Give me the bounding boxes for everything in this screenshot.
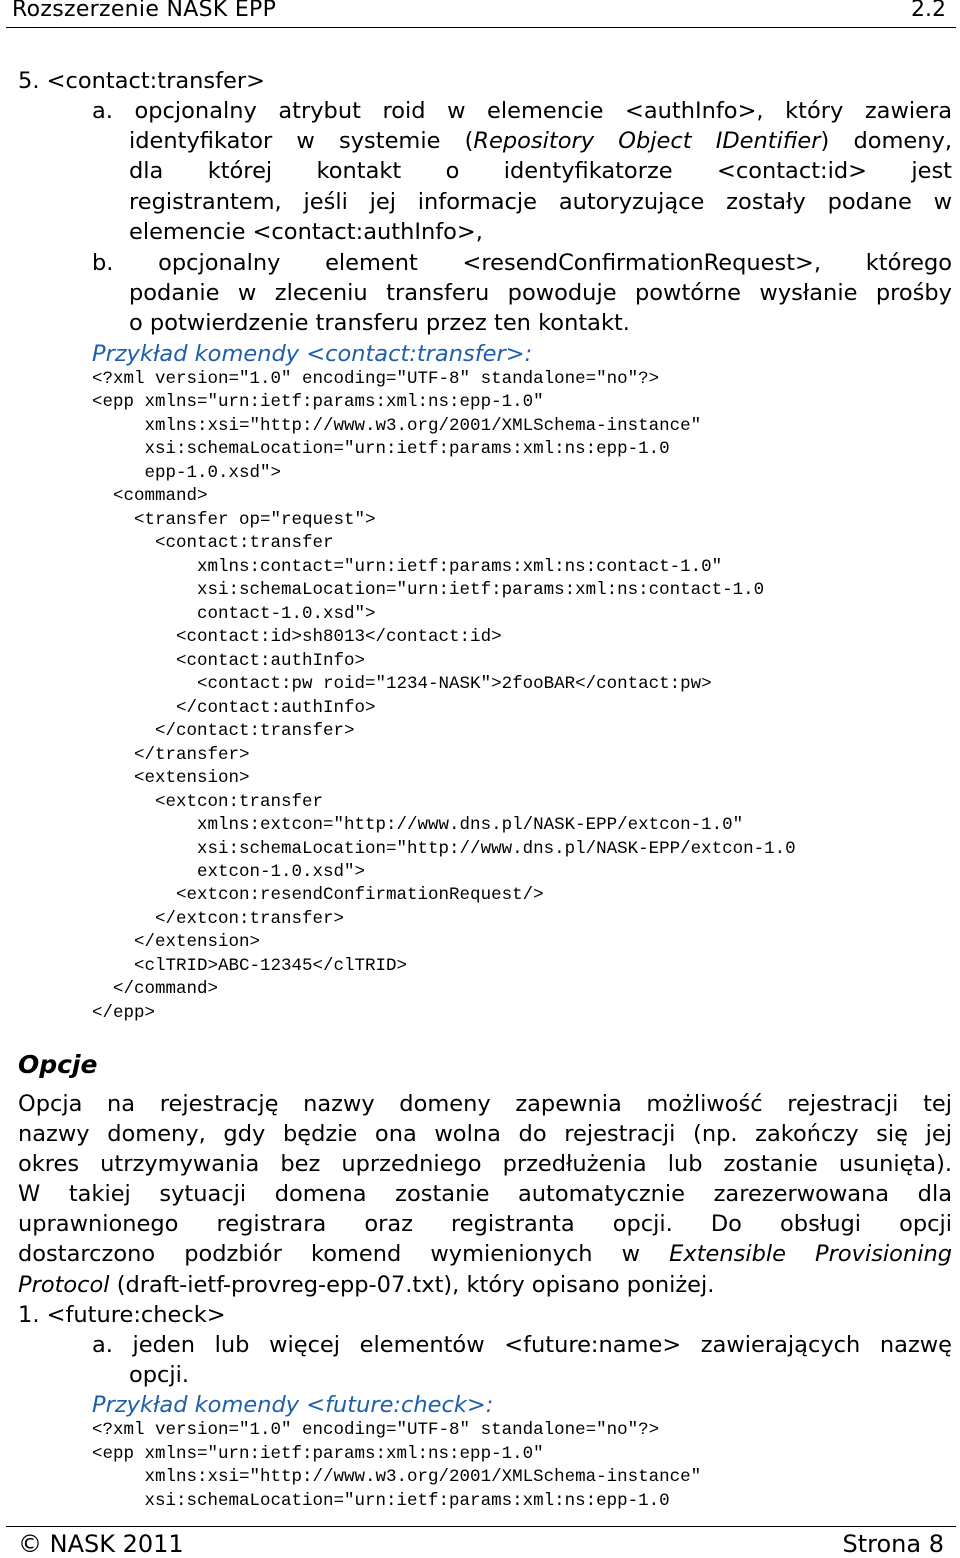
opcje-paragraph-line-5: uprawnionego registrara oraz registranta opcji. Do obsługi opcji bbox=[18, 1211, 952, 1237]
code-line: xmlns:xsi="http://www.w3.org/2001/XMLSchema-instance" bbox=[92, 1467, 702, 1487]
item-b-line-3: o potwierdzenie transferu przez ten kontakt. bbox=[129, 310, 630, 336]
future-item-a-line-1: a. jeden lub więcej elementów <future:name> zawierających nazwę bbox=[92, 1332, 952, 1358]
item-b-line-2: podanie w zleceniu transferu powoduje powtórne wysłanie prośby bbox=[129, 280, 952, 306]
code-line: contact-1.0.xsd"> bbox=[92, 604, 376, 624]
opcje-paragraph-line-1: Opcja na rejestrację nazwy domeny zapewnia możliwość rejestracji tej bbox=[18, 1091, 952, 1117]
page-footer bbox=[0, 1520, 960, 1558]
example-label-contact-transfer: Przykład komendy <contact:transfer>: bbox=[92, 341, 533, 367]
item-a-line-4: registrantem, jeśli jej informacje autoryzujące zostały podane w bbox=[129, 189, 952, 215]
code-line: <transfer op="request"> bbox=[92, 510, 376, 530]
code-line: </epp> bbox=[92, 1003, 156, 1023]
opcje-paragraph-line-3: okres utrzymywania bez uprzedniego przedłużenia lub zostanie usunięta). bbox=[18, 1151, 952, 1177]
opcje-paragraph-line-6 bbox=[18, 1243, 952, 1266]
item-a-line-3: dla której kontakt o identyfikatorze <contact:id> jest bbox=[129, 158, 952, 184]
item-a-line-2 bbox=[129, 130, 952, 153]
code-line: extcon-1.0.xsd"> bbox=[92, 862, 366, 882]
opcje-text: dostarczono podzbiór komend wymienionych w bbox=[18, 1241, 670, 1267]
opcje-text: (draft-ietf-provreg-epp-07.txt), który opisano poniżej. bbox=[109, 1272, 715, 1298]
footer-divider bbox=[6, 1526, 956, 1527]
opcje-paragraph-line-7 bbox=[18, 1274, 714, 1297]
code-line: <?xml version="1.0" encoding="UTF-8" standalone="no"?> bbox=[92, 1420, 660, 1440]
page-number: Strona 8 bbox=[842, 1530, 944, 1558]
code-line: <contact:authInfo> bbox=[92, 651, 366, 671]
item-a-term: Repository Object IDentifier bbox=[473, 128, 821, 154]
code-line: xsi:schemaLocation="urn:ietf:params:xml:ns:epp-1.0 bbox=[92, 439, 670, 459]
code-line: xmlns:contact="urn:ietf:params:xml:ns:contact-1.0" bbox=[92, 557, 723, 577]
section-heading-opcje: Opcje bbox=[18, 1050, 98, 1079]
code-line: epp-1.0.xsd"> bbox=[92, 463, 282, 483]
code-line: xsi:schemaLocation="urn:ietf:params:xml:ns:contact-1.0 bbox=[92, 580, 765, 600]
code-line: <extcon:resendConfirmationRequest/> bbox=[92, 885, 544, 905]
opcje-paragraph-line-4: W takiej sytuacji domena zostanie automatycznie zarezerwowana dla bbox=[18, 1181, 952, 1207]
code-line: </contact:transfer> bbox=[92, 721, 355, 741]
code-line: <epp xmlns="urn:ietf:params:xml:ns:epp-1.0" bbox=[92, 392, 544, 412]
example-label-future-check: Przykład komendy <future:check>: bbox=[92, 1392, 494, 1418]
header-divider bbox=[6, 27, 956, 28]
page-header bbox=[0, 0, 960, 27]
code-line: <command> bbox=[92, 486, 208, 506]
opcje-term: Extensible Provisioning bbox=[669, 1241, 952, 1267]
code-line: xmlns:extcon="http://www.dns.pl/NASK-EPP/extcon-1.0" bbox=[92, 815, 744, 835]
item-a-line-5: elemencie <contact:authInfo>, bbox=[129, 219, 483, 245]
item-a-text: ) domeny, bbox=[820, 128, 953, 154]
code-line: <epp xmlns="urn:ietf:params:xml:ns:epp-1.0" bbox=[92, 1444, 544, 1464]
code-line: </transfer> bbox=[92, 745, 250, 765]
code-line: </extcon:transfer> bbox=[92, 909, 345, 929]
code-line: <contact:transfer bbox=[92, 533, 334, 553]
document-version: 2.2 bbox=[911, 0, 946, 22]
opcje-paragraph-line-2: nazwy domeny, gdy będzie ona wolna do rejestracji (np. zakończy się jej bbox=[18, 1121, 952, 1147]
code-line: xmlns:xsi="http://www.w3.org/2001/XMLSchema-instance" bbox=[92, 416, 702, 436]
code-line: xsi:schemaLocation="urn:ietf:params:xml:ns:epp-1.0 bbox=[92, 1491, 670, 1511]
code-line: <contact:id>sh8013</contact:id> bbox=[92, 627, 502, 647]
code-line: <?xml version="1.0" encoding="UTF-8" standalone="no"?> bbox=[92, 369, 660, 389]
code-line: <extcon:transfer bbox=[92, 792, 324, 812]
item-b-line-1: b. opcjonalny element <resendConfirmationRequest>, którego bbox=[92, 250, 952, 276]
section-heading-future-check: 1. <future:check> bbox=[18, 1302, 226, 1328]
code-line: </contact:authInfo> bbox=[92, 698, 376, 718]
code-line: <contact:pw roid="1234-NASK">2fooBAR</contact:pw> bbox=[92, 674, 712, 694]
code-line: <clTRID>ABC-12345</clTRID> bbox=[92, 956, 408, 976]
item-a-text: identyfikator w systemie ( bbox=[129, 128, 474, 154]
document-title: Rozszerzenie NASK EPP bbox=[12, 0, 277, 22]
copyright-notice: © NASK 2011 bbox=[18, 1530, 184, 1558]
future-item-a-line-2: opcji. bbox=[129, 1362, 190, 1388]
code-line: xsi:schemaLocation="http://www.dns.pl/NASK-EPP/extcon-1.0 bbox=[92, 839, 796, 859]
code-line: <extension> bbox=[92, 768, 250, 788]
section-heading-contact-transfer: 5. <contact:transfer> bbox=[18, 68, 265, 94]
item-a-line-1: a. opcjonalny atrybut roid w elemencie <authInfo>, który zawiera bbox=[92, 98, 952, 124]
opcje-term: Protocol bbox=[18, 1272, 110, 1298]
code-line: </extension> bbox=[92, 932, 261, 952]
code-line: </command> bbox=[92, 979, 219, 999]
